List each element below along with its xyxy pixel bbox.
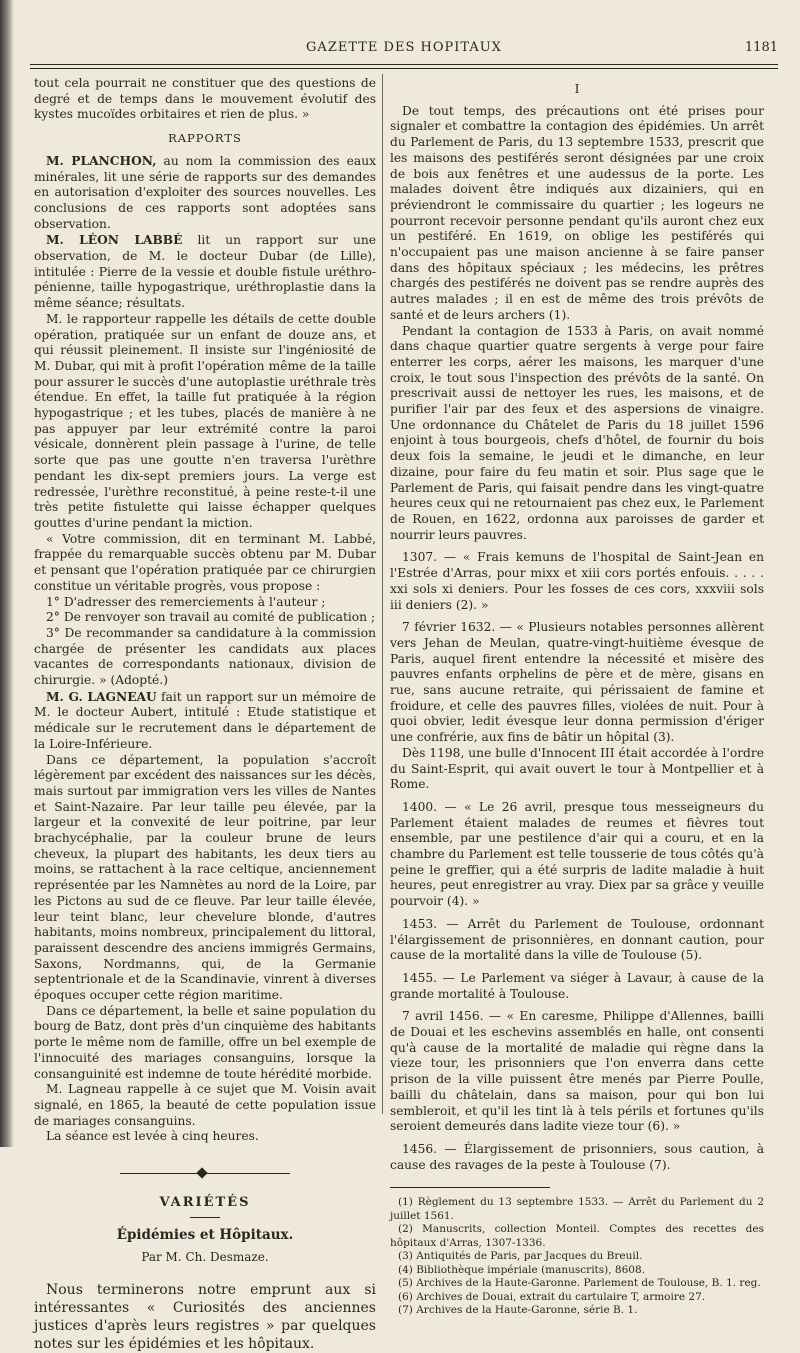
varietes-heading: VARIÉTÉS <box>159 1195 251 1211</box>
paragraph-1: De tout temps, des précautions ont été prises pour signaler et combattre la contagion des épidémies. Un arrêt du Parlement de Paris, du 13 septembre 1533, prescrit que les maisons des pestiférés seront désignées par une croix de bois aux fenêtres et une audessus de la porte. Les malades doivent être indiqués aux dizainiers, qui en préviendront le commissaire du quartier ; les logeurs ne pourront recevoir personne pendant qu'ils auront chez eux un pestiféré. En 1619, on oblige les pestiférés qui n'occupaient pas une maison ancienne à se faire panser dans des hôpitaux spéciaux ; les médecins, les prêtres chargés des pestiférés ne doivent pas se rendre auprès des autres malades ; il en est de même des trois prévôts de santé et de leurs archers (1). <box>390 103 764 322</box>
planchon-text: au nom la commission des eaux minérales, lit une série de rapports sur des demandes en autorisation d'exploiter des sources nouvelles. Les conclusions de ces rapports sont adoptées sans observation. <box>34 153 376 231</box>
paragraph-1456-april: 7 avril 1456. — « En caresme, Philippe d'Allennes, bailli de Douai et les eschevins assemblés en halle, ont consenti qu'à cause de la mortalité de maladie qui règne dans la vieze tour, les prisonniers que l'on enverra dans cette prison de la ville puissent être menés par Pierre Poulle, bailli du châtelain, dans sa maison, pour qui bon lui sembleroit, et qu'il les tint là à tels périls et fortunes qu'ils seroient demeurés dans ladite vieze tour (6). » <box>390 1009 764 1134</box>
labbe-paragraph-3: « Votre commission, dit en terminant M. Labbé, frappée du remarquable succès obtenu par M. Dubar et pensant que l'opération pratiquée par ce chirurgien constitue un véritable progrès, vous propose : <box>34 531 376 593</box>
closing-line: La séance est levée à cinq heures. <box>46 1129 259 1144</box>
paragraph-1632: 7 février 1632. — « Plusieurs notables personnes allèrent vers Jehan de Meulan, quatre-vingt-huitième évesque de Paris, auquel firent entendre la nécessité et misère des pauvres enfants orphelins de père et de mère, gisans en rue, sans aucune retraite, qui périssaient de famine et froidure, et celle des pauvres filles, violées de nuit. Pour à quoi obvier, ledit évesque leur donna permission d'ériger une confrérie, aux fins de bâtir un hôpital (3). <box>390 620 764 745</box>
short-rule <box>190 1217 220 1218</box>
lead-paragraph: Nous terminerons notre emprunt aux si intéressantes « Curiosités des anciennes justices d'après leurs registres » par quelques notes sur les épidémies et les hôpitaux. <box>34 1282 376 1353</box>
header-rule-top <box>30 64 778 65</box>
speaker-name: M. G. LAGNEAU <box>46 688 157 704</box>
header-rule-bottom <box>30 68 778 69</box>
footnote: (4) Bibliothèque impériale (manuscrits), 8608. <box>398 1263 645 1276</box>
footnotes <box>390 1196 764 1318</box>
rapports-heading: RAPPORTS <box>168 131 242 146</box>
footnote: (2) Manuscrits, collection Monteil. Comptes des recettes des hôpitaux d'Arras, 1307-1336. <box>390 1223 764 1249</box>
footnote: (7) Archives de la Haute-Garonne, série B. 1. <box>398 1304 638 1317</box>
labbe-paragraph-2: M. le rapporteur rappelle les détails de cette double opération, pratiquée sur un enfant de douze ans, et qui réussit pleinement. Il insiste sur l'ingéniosité de M. Dubar, qui mit à profit l'opération même de la taille pour assurer le succès d'une autoplastie uréthrale très étendue. En effet, la taille fut pratiquée à la région hypogastrique ; et les tubes, placés de manière à ne pas appuyer par leur extrémité contre la paroi vésicale, donnèrent plein passage à l'urine, de telle sorte que pas une goutte n'en traversa l'urèthre pendant les dix-sept premiers jours. La verge est redressée, l'urèthre reconstitué, à peine reste-t-il une très petite fistulette qui laisse échapper quelques gouttes d'urine pendant la miction. <box>34 311 376 530</box>
labbe-text: lit un rapport sur une observation, de M. le docteur Dubar (de Lille), intitulée : Pierre de la vessie et double fistule uréthro-pénienne, taille hypogastrique, uréthroplastie dans la même séance; résultats. <box>34 233 377 311</box>
page-edge-shadow <box>0 0 14 1147</box>
paragraph-1400: 1400. — « Le 26 avril, presque tous messeigneurs du Parlement étaient malades de reumes et fièvres tout ensemble, par une pestilence d'air qui a couru, et en la chambre du Parlement est telle tousserie de tous côtés qu'à peine le greffier, qui a été surpris de ladite maladie à huit heures, peut enregistrer au vray. Diex par sa grâce y veuille pourvoir (4). » <box>390 799 764 909</box>
paragraph-1198: Dès 1198, une bulle d'Innocent III était accordée à l'ordre du Saint-Esprit, qui avait ouvert le tour à Montpellier et à Rome. <box>390 745 764 792</box>
article-author: Par M. Ch. Desmaze. <box>141 1249 269 1264</box>
planchon-paragraph <box>34 153 376 233</box>
footnote: (1) Règlement du 13 septembre 1533. — Arrêt du Parlement du 2 juillet 1561. <box>390 1196 764 1222</box>
lagneau-paragraph-3: Dans ce département, la belle et saine population du bourg de Batz, dont près d'un cinquième des habitants porte le même nom de famille, offre un bel exemple de l'innocuité des mariages consanguins, lorsque la consanguinité est indemne de toute hérédité morbide. <box>34 1003 376 1081</box>
article-title: Épidémies et Hôpitaux. <box>116 1226 294 1243</box>
paragraph-1307: 1307. — « Frais kemuns de l'hospital de Saint-Jean en l'Estrée d'Arras, pour mixx et xiii cors portés enfouis. . . . . xxi sols xi deniers. Pour les fosses de ces cors, xxxviii sols iii deniers (2). » <box>390 550 764 612</box>
proposal-2: 2° De renvoyer son travail au comité de publication ; <box>46 610 376 625</box>
column-divider <box>382 74 383 1114</box>
page-number: 1181 <box>744 40 778 55</box>
footnote: (3) Antiquités de Paris, par Jacques du Breuil. <box>398 1250 643 1263</box>
section-ornament <box>120 1169 290 1177</box>
labbe-paragraph <box>34 232 376 312</box>
running-title: GAZETTE DES HOPITAUX <box>306 40 502 55</box>
lagneau-text: fait un rapport sur un mémoire de M. le docteur Aubert, intitulé : Etude statistique et médicale sur le recrutement dans le département de la Loire-Inférieure. <box>34 689 376 751</box>
lagneau-paragraph-4: M. Lagneau rappelle à ce sujet que M. Voisin avait signalé, en 1865, la beauté de cette population issue de mariages consanguins. <box>34 1082 376 1128</box>
left-column <box>34 76 376 1353</box>
proposal-1: 1° D'adresser des remerciements à l'auteur ; <box>46 594 326 609</box>
page-header <box>30 40 778 60</box>
footnote: (6) Archives de Douai, extrait du cartulaire T, armoire 27. <box>398 1290 706 1303</box>
intro-paragraph: tout cela pourrait ne constituer que des questions de degré et de temps dans le mouvement évolutif des kystes mucoïdes orbitaires et rien de plus. » <box>34 76 376 122</box>
right-column <box>390 76 764 1318</box>
lagneau-paragraph <box>34 689 376 753</box>
lagneau-paragraph-2: Dans ce département, la population s'accroît légèrement par excédent des naissances sur les décès, mais surtout par immigration vers les villes de Nantes et Saint-Nazaire. Par leur taille peu élevée, par la largeur et la convexité de leur poitrine, par leur brachycéphalie, par la couleur brune de leurs cheveux, la plupart des habitants, les deux tiers au moins, se rattachent à la race celtique, anciennement représentée par les Namnètes au nord de la Loire, par les Pictons au sud de ce fleuve. Par leur taille élevée, leur teint blanc, leur chevelure blonde, d'autres habitants, moins nombreux, principalement du littoral, paraissent descendre des anciens immigrés Germains, Saxons, Nordmanns, qui, de la Germanie septentrionale et de la Scandinavie, vinrent à diverses époques occuper cette région maritime. <box>34 752 376 1003</box>
footnote: (5) Archives de la Haute-Garonne. Parlement de Toulouse, B. 1. reg. <box>398 1277 761 1290</box>
speaker-name: M. LÉON LABBÉ <box>46 232 183 248</box>
paragraph-1456: 1456. — Élargissement de prisonniers, sous caution, à cause des ravages de la peste à Toulouse (7). <box>390 1142 764 1172</box>
paragraph-2: Pendant la contagion de 1533 à Paris, on avait nommé dans chaque quartier quatre sergents à verge pour faire enterrer les corps, aérer les maisons, les marquer d'une croix, le tout sous l'inspection des prévôts de la santé. On prescrivait aussi de nettoyer les rues, les maisons, et de purifier l'air par des feux et des aspersions de vinaigre. Une ordonnance du Châtelet de Paris du 18 juillet 1596 enjoint à tous bourgeois, chefs d'hôtel, de fournir du bois deux fois la semaine, le jeudi et le dimanche, en leur dizaine, pour faire du feu matin et soir. Plus sage que le Parlement de Paris, qui faisait pendre dans les vingt-quatre heures ceux qui ne retournaient pas chez eux, le Parlement de Rouen, en 1622, ordonna aux paroisses de garder et nourrir leurs pauvres. <box>390 323 764 542</box>
footnote-rule <box>390 1187 550 1188</box>
paragraph-1453: 1453. — Arrêt du Parlement de Toulouse, ordonnant l'élargissement de prisonnières, en donnant caution, pour cause de la mortalité dans la ville de Toulouse (5). <box>390 916 764 963</box>
paragraph-1455: 1455. — Le Parlement va siéger à Lavaur, à cause de la grande mortalité à Toulouse. <box>390 970 764 1001</box>
speaker-name: M. PLANCHON, <box>46 152 157 168</box>
proposal-3: 3° De recommander sa candidature à la commission chargée de présenter les candidats aux places vacantes de correspondants nationaux, division de chirurgie. » (Adopté.) <box>34 625 376 688</box>
section-number: I <box>574 82 580 96</box>
